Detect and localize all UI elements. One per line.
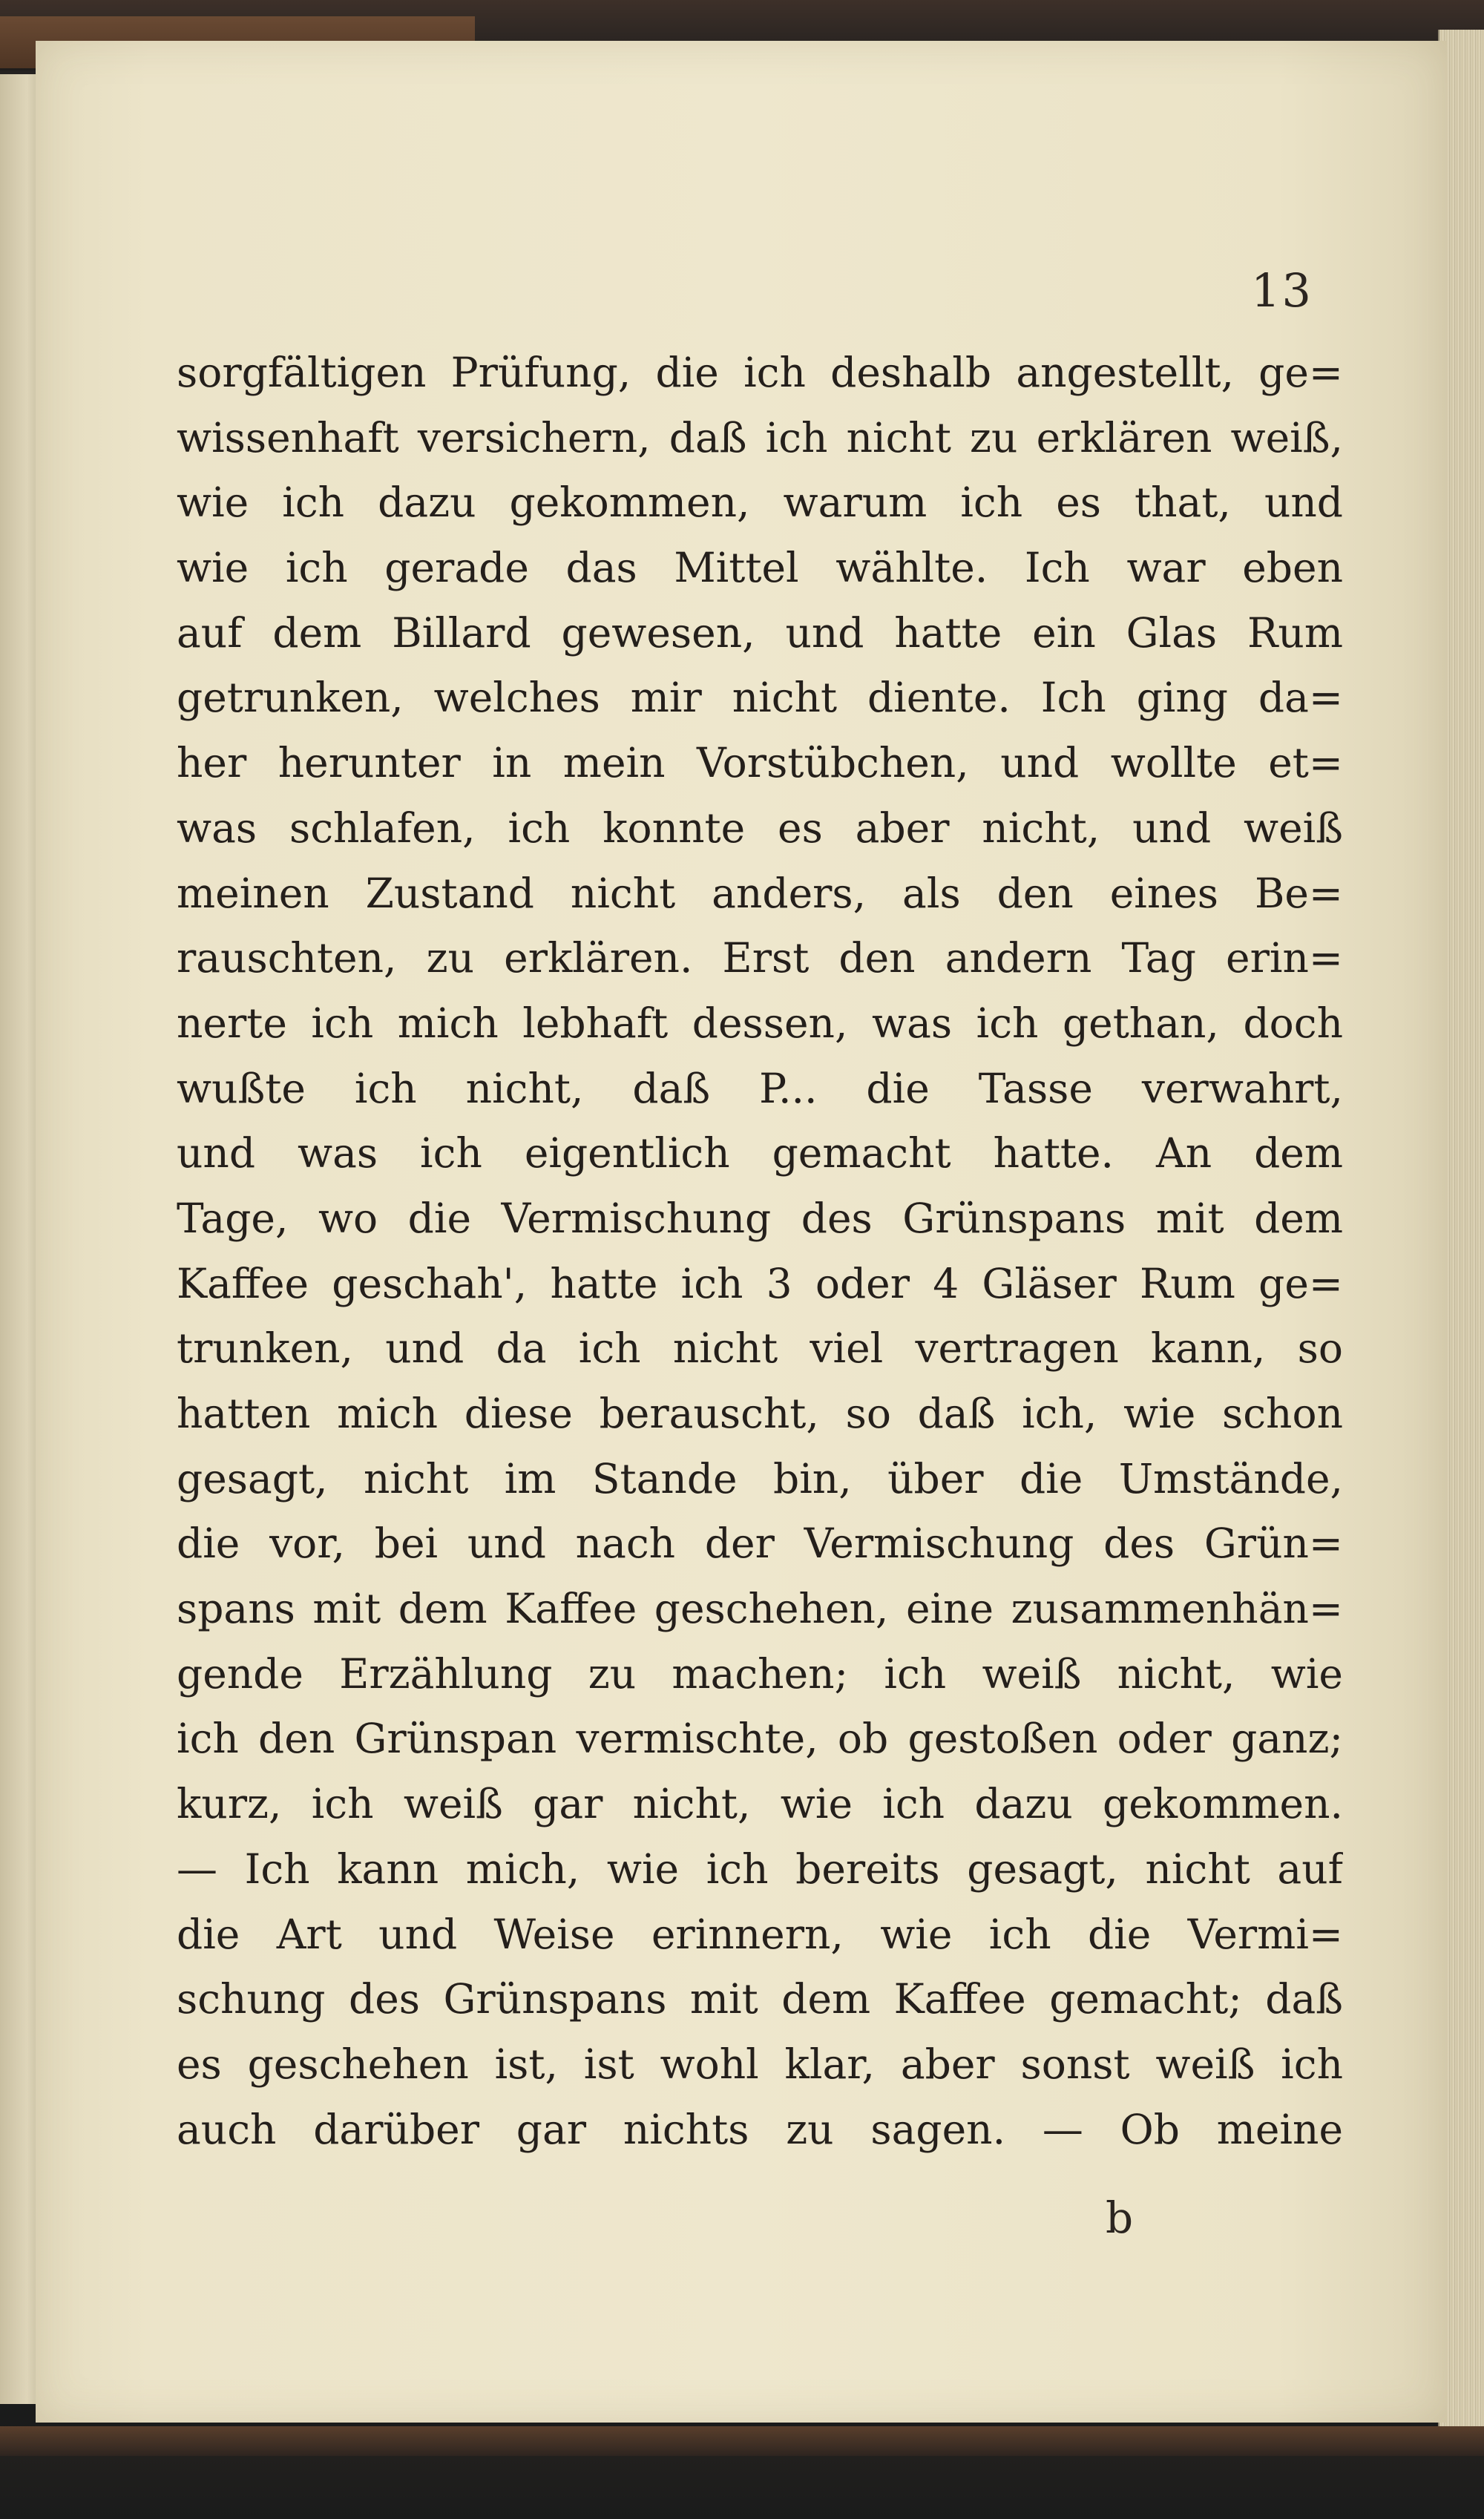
text-line: die vor, bei und nach der Vermischung des Grün=	[177, 1520, 1343, 1568]
text-line: hatten mich diese berauscht, so daß ich, wie schon	[177, 1390, 1343, 1437]
page-gutter-edge	[0, 74, 39, 2404]
text-line: — Ich kann mich, wie ich bereits gesagt, nicht auf	[177, 1845, 1343, 1893]
body-text	[177, 341, 1343, 2162]
book-cover-bottom	[0, 2426, 1484, 2519]
text-line: es geschehen ist, ist wohl klar, aber sonst weiß ich	[177, 2040, 1343, 2088]
text-line: Tage, wo die Vermischung des Grünspans mit dem	[177, 1194, 1343, 1242]
text-line: Kaffee geschah', hatte ich 3 oder 4 Gläser Rum ge=	[177, 1259, 1343, 1307]
text-line: auf dem Billard gewesen, und hatte ein Glas Rum	[177, 608, 1343, 657]
text-line: meinen Zustand nicht anders, als den eines Be=	[177, 869, 1343, 917]
text-line: wie ich dazu gekommen, warum ich es that, und	[177, 479, 1343, 527]
text-line: trunken, und da ich nicht viel vertragen kann, so	[177, 1324, 1343, 1373]
text-line: wissenhaft versichern, daß ich nicht zu erklären weiß,	[177, 413, 1343, 462]
text-line: wußte ich nicht, daß P... die Tasse verwahrt,	[177, 1064, 1343, 1112]
text-line: kurz, ich weiß gar nicht, wie ich dazu gekommen.	[177, 1780, 1343, 1828]
text-line: her herunter in mein Vorstübchen, und wollte et=	[177, 739, 1343, 787]
text-line: und was ich eigentlich gemacht hatte. An dem	[177, 1129, 1343, 1178]
text-line: gende Erzählung zu machen; ich weiß nicht, wie	[177, 1649, 1343, 1698]
text-line: die Art und Weise erinnern, wie ich die Vermi=	[177, 1910, 1343, 1958]
text-line: rauschten, zu erklären. Erst den andern Tag erin=	[177, 934, 1343, 982]
text-line: sorgfältigen Prüfung, die ich deshalb angestellt, ge=	[177, 349, 1343, 396]
text-line: ich den Grünspan vermischte, ob gestoßen oder ganz;	[177, 1715, 1343, 1763]
page-number: 13	[1251, 263, 1313, 318]
book-page	[36, 41, 1447, 2423]
signature-mark: b	[1106, 2193, 1134, 2243]
text-line: auch darüber gar nichts zu sagen. — Ob meine	[177, 2105, 1343, 2153]
text-line: spans mit dem Kaffee geschehen, eine zusammenhän=	[177, 1585, 1343, 1633]
text-line: gesagt, nicht im Stande bin, über die Umstände,	[177, 1454, 1343, 1502]
text-line: wie ich gerade das Mittel wählte. Ich war eben	[177, 544, 1343, 592]
text-line: schung des Grünspans mit dem Kaffee gemacht; daß	[177, 1975, 1343, 2023]
text-line: was schlafen, ich konnte es aber nicht, und weiß	[177, 804, 1343, 852]
leather-binding-bottom	[0, 2426, 1484, 2456]
text-line: getrunken, welches mir nicht diente. Ich ging da=	[177, 674, 1343, 722]
text-line: nerte ich mich lebhaft dessen, was ich gethan, doch	[177, 999, 1343, 1047]
